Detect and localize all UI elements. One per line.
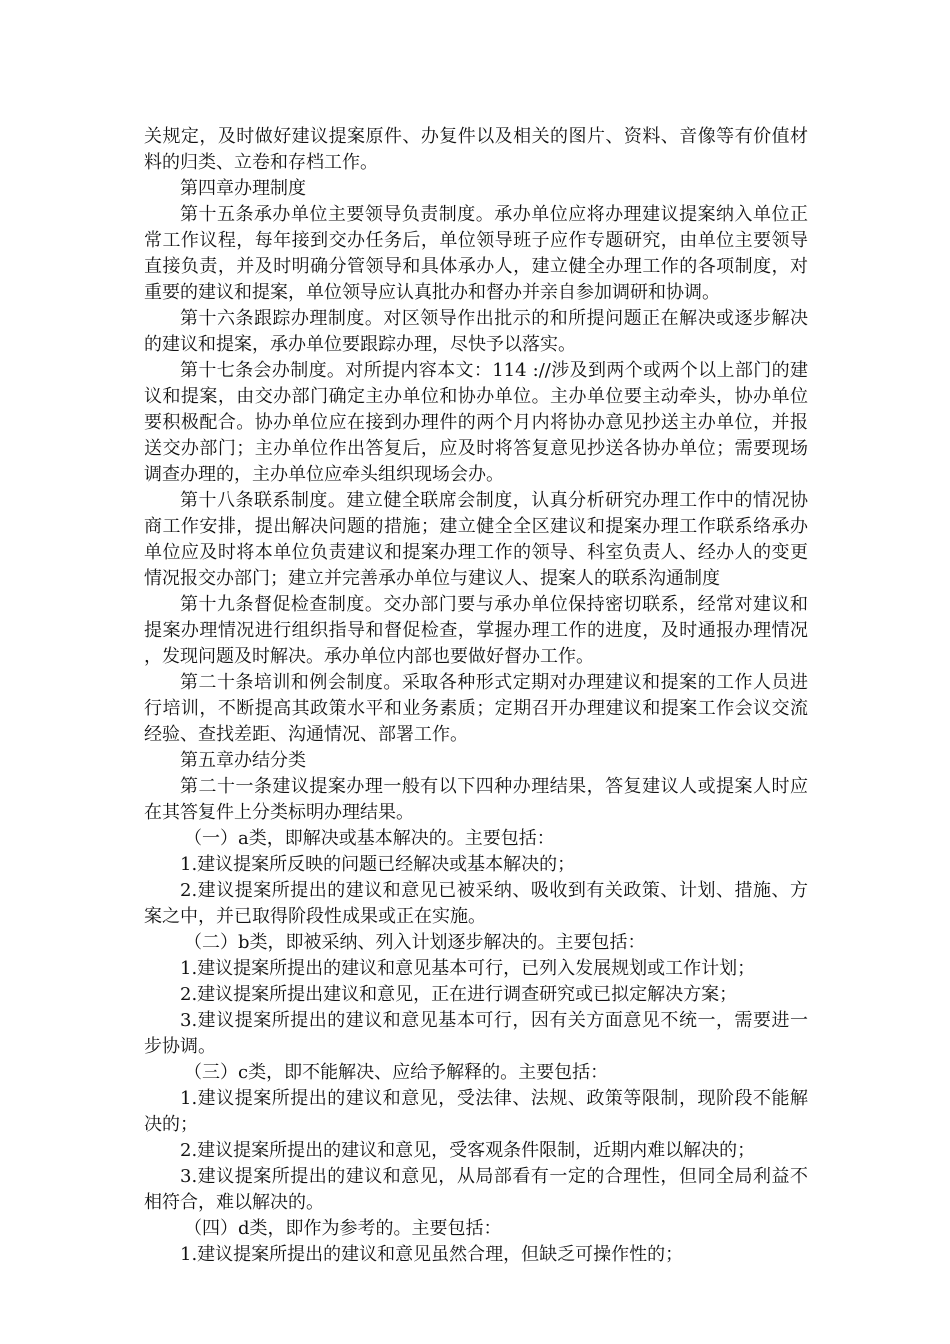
category-c-heading: （三）c类，即不能解决、应给予解释的。主要包括： — [184, 1062, 609, 1083]
category-d-item-1: 1.建议提案所提出的建议和意见虽然合理，但缺乏可操作性的； — [180, 1244, 684, 1265]
category-a-heading: （一）a类，即解决或基本解决的。主要包括： — [184, 828, 555, 849]
category-b-item-3: 3.建议提案所提出的建议和意见基本可行，因有关方面意见不统一，需要进一步协调。 — [144, 1010, 808, 1057]
category-b-item-2: 2.建议提案所提出建议和意见，正在进行调查研究或已拟定解决方案； — [180, 984, 738, 1005]
category-a-item-2: 2.建议提案所提出的建议和意见已被采纳、吸收到有关政策、计划、措施、方案之中，并已取得阶段性成果或正在实施。 — [144, 880, 808, 927]
article-19: 第十九条督促检查制度。交办部门要与承办单位保持密切联系，经常对建议和提案办理情况进行组织指导和督促检查，掌握办理工作的进度，及时通报办理情况，发现问题及时解决。承办单位内部也要做好督办工作。 — [144, 594, 808, 667]
category-b-item-1: 1.建议提案所提出的建议和意见基本可行，已列入发展规划或工作计划； — [180, 958, 756, 979]
article-16: 第十六条跟踪办理制度。对区领导作出批示的和所提问题正在解决或逐步解决的建议和提案，承办单位要跟踪办理，尽快予以落实。 — [144, 308, 808, 355]
category-d-heading: （四）d类，即作为参考的。主要包括： — [184, 1218, 502, 1239]
category-c-item-1: 1.建议提案所提出的建议和意见，受法律、法规、政策等限制，现阶段不能解决的； — [144, 1088, 808, 1135]
article-17: 第十七条会办制度。对所提内容本文：114 ://涉及到两个或两个以上部门的建议和提案，由交办部门确定主办单位和协办单位。主办单位要主动牵头，协办单位要积极配合。协办单位应在接到办理件的两个月内将协办意见抄送主办单位，并报送交办部门；主办单位作出答复后，应及时将答复意见抄送各协办单位；需要现场调查办理的，主办单位应牵头组织现场会办。 — [144, 360, 808, 485]
article-18: 第十八条联系制度。建立健全联席会制度，认真分析研究办理工作中的情况协商工作安排，提出解决问题的措施；建立健全全区建议和提案办理工作联系络承办单位应及时将本单位负责建议和提案办理工作的领导、科室负责人、经办人的变更情况报交办部门；建立并完善承办单位与建议人、提案人的联系沟通制度 — [144, 490, 808, 589]
article-15: 第十五条承办单位主要领导负责制度。承办单位应将办理建议提案纳入单位正常工作议程，每年接到交办任务后，单位领导班子应作专题研究，由单位主要领导直接负责，并及时明确分管领导和具体承办人，建立健全办理工作的各项制度，对重要的建议和提案，单位领导应认真批办和督办并亲自参加调研和协调。 — [144, 204, 808, 303]
document-body — [144, 124, 808, 1268]
paragraph-archiving: 关规定，及时做好建议提案原件、办复件以及相关的图片、资料、音像等有价值材料的归类、立卷和存档工作。 — [144, 126, 808, 173]
category-c-item-2: 2.建议提案所提出的建议和意见，受客观条件限制，近期内难以解决的； — [180, 1140, 756, 1161]
category-b-heading: （二）b类，即被采纳、列入计划逐步解决的。主要包括： — [184, 932, 646, 953]
article-20: 第二十条培训和例会制度。采取各种形式定期对办理建议和提案的工作人员进行培训，不断提高其政策水平和业务素质；定期召开办理建议和提案工作会议交流经验、查找差距、沟通情况、部署工作。 — [144, 672, 808, 745]
category-a-item-1: 1.建议提案所反映的问题已经解决或基本解决的； — [180, 854, 576, 875]
chapter-heading-4: 第四章办理制度 — [180, 178, 306, 199]
article-21: 第二十一条建议提案办理一般有以下四种办理结果，答复建议人或提案人时应在其答复件上分类标明办理结果。 — [144, 776, 808, 823]
chapter-heading-5: 第五章办结分类 — [180, 750, 306, 771]
category-c-item-3: 3.建议提案所提出的建议和意见，从局部看有一定的合理性，但同全局利益不相符合，难以解决的。 — [144, 1166, 808, 1213]
